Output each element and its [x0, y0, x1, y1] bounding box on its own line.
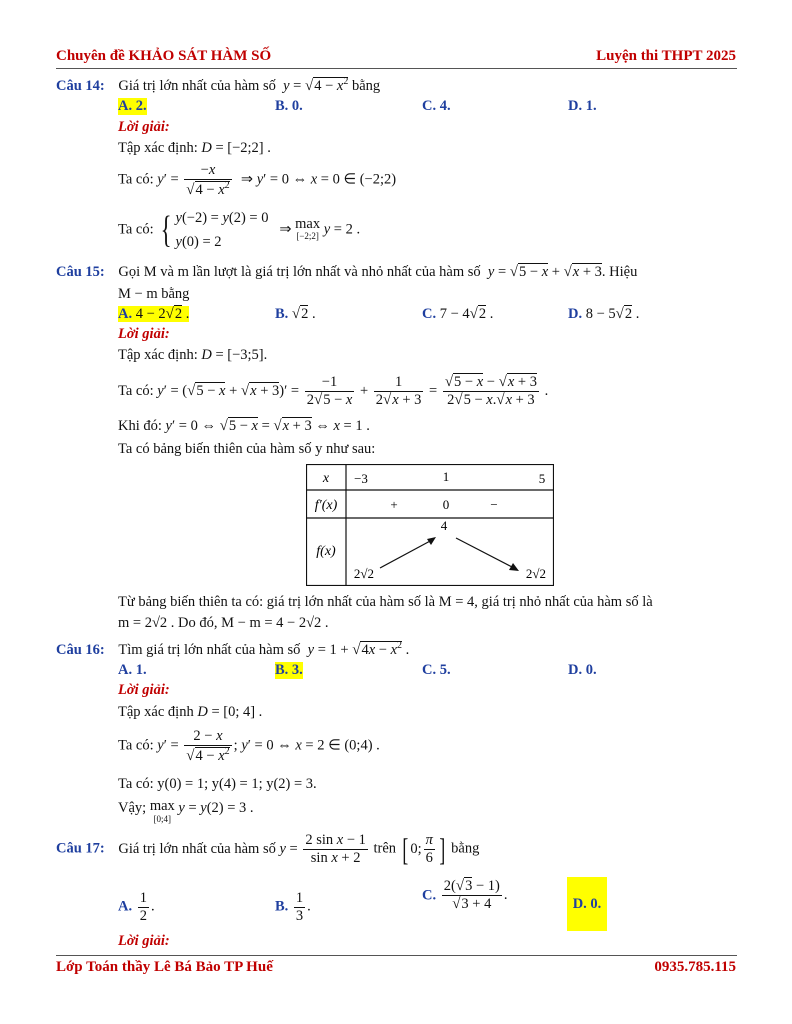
q15-conclusion-2: m = 2√2 . Do đó, M − m = 4 − 2√2 .: [118, 615, 329, 631]
footer-right: 0935.785.115: [654, 959, 736, 975]
q17-solution-label: Lời giải:: [118, 933, 170, 949]
q17-label: Câu 17:: [56, 840, 105, 857]
q17-option-b: B. $\frac{1}{3}$ .: [275, 890, 311, 924]
q15-conclusion-1: Từ bảng biến thiên ta có: giá trị lớn nhất của hàm số là M = 4, giá trị nhỏ nhất của hàm số là: [118, 594, 653, 610]
q16-stem: Tìm giá trị lớn nhất của hàm số: [118, 641, 301, 658]
q14-values-system: Ta có: { y(−2) = y(2) = 0 y(0) = 2 ⇒ max [−2;2] y = 2 .: [118, 209, 361, 251]
x-value-1: −3: [354, 471, 368, 486]
x-value-2: 1: [442, 469, 450, 484]
footer-rule: [56, 955, 737, 956]
q17-stem-line: Câu 17: Giá trị lớn nhất của hàm số y = $\frac{\text{2 sin x − 1}}{\text{sin x + 2}}$ trên [ 0; $\frac{\pi}{6}$ ] bằng: [56, 831, 480, 868]
q14-solution-label: Lời giải:: [118, 119, 170, 135]
q16-solution-label: Lời giải:: [118, 682, 170, 698]
q16-stem-line: [56, 640, 409, 659]
q15-label: Câu 15:: [56, 264, 105, 280]
q16-option-c: C. 5.: [422, 662, 451, 678]
q16-option-b: B. 3.: [275, 662, 303, 678]
q16-label: Câu 16:: [56, 641, 105, 658]
variation-table: [306, 464, 554, 586]
q17-formula: y = $\frac{\text{2 sin x − 1}}{\text{sin x + 2}}$: [279, 832, 366, 866]
q15-option-d: D. 8 − 5√2 .: [568, 306, 640, 322]
q17-interval: [ 0; $\frac{\pi}{6}$ ]: [402, 831, 446, 868]
q15-option-c: C. 7 − 4√2 .: [422, 306, 494, 322]
arrow-up: [380, 540, 432, 568]
q16-option-a: A. 1.: [118, 662, 147, 678]
header-left: Chuyên đề KHẢO SÁT HÀM SỐ: [56, 48, 272, 64]
q15-formula: y = √5 − x + √x + 3: [487, 264, 602, 280]
f-value-left: 2√2: [353, 566, 375, 581]
f-value-max: 4: [440, 518, 448, 533]
q15-domain: Tập xác định: D = [−3;5].: [118, 347, 268, 363]
q15-derivative: Ta có: y′ = (√5 − x + √x + 3)′ = $\frac{-1}{2√5 - x}$ + $\frac{1}{2√x + 3}$ = $\frac{√5 - x - √x + 3}{2√5 - x.√x + 3}$ .: [118, 374, 549, 409]
header-rule: [56, 68, 737, 69]
arrow-down: [456, 538, 514, 568]
q15-stem: Gọi M và m lần lượt là giá trị lớn nhất và nhỏ nhất của hàm số: [118, 264, 481, 280]
q16-domain: Tập xác định D = [0; 4] .: [118, 704, 263, 720]
q15-table-intro: Ta có bảng biến thiên của hàm số y như sau:: [118, 441, 376, 457]
q14-option-c: C. 4.: [422, 98, 451, 114]
footer-left: Lớp Toán thầy Lê Bá Bảo TP Huế: [56, 959, 273, 975]
q15-tail: . Hiệu: [601, 264, 638, 280]
q15-critical: Khi đó: y′ = 0 ⇔ √5 − x = √x + 3 ⇔ x = 1 .: [118, 418, 370, 434]
q16-option-d: D. 0.: [568, 662, 597, 678]
q15-stem-line: [56, 264, 637, 281]
fp-zero: 0: [442, 497, 450, 512]
q14-tail: bằng: [351, 77, 381, 94]
q14-formula: $y = √4 - x^2$: [283, 76, 349, 94]
arrow-down-head: [509, 563, 519, 571]
q16-values: Ta có: y(0) = 1; y(4) = 1; y(2) = 3.: [118, 776, 317, 792]
q14-label: Câu 14:: [56, 77, 105, 94]
q14-stem: Giá trị lớn nhất của hàm số: [118, 77, 276, 94]
arrow-up-head: [427, 537, 436, 545]
q17-stem: Giá trị lớn nhất của hàm số: [118, 840, 276, 857]
fp-label: f′(x): [314, 498, 338, 513]
q16-formula: $y = 1 + √4x - x^2$ .: [307, 640, 410, 658]
q15-option-a: A. 4 − 2√2 .: [118, 306, 190, 322]
q14-option-d: D. 1.: [568, 98, 597, 114]
q15-option-b: B. √2 .: [275, 306, 316, 322]
f-value-right: 2√2: [525, 566, 547, 581]
f-label: f(x): [316, 544, 336, 559]
x-label: x: [322, 471, 330, 486]
q17-option-a: A. $\frac{1}{2}$ .: [118, 890, 155, 924]
q15-solution-label: Lời giải:: [118, 326, 170, 342]
q14-domain: Tập xác định: D = [−2;2] .: [118, 140, 271, 156]
q15-stem2: M − m bằng: [118, 286, 190, 302]
q14-option-b: B. 0.: [275, 98, 303, 114]
q17-option-d: D. 0.: [567, 877, 607, 931]
fp-sign-2: −: [490, 497, 498, 512]
fp-sign-1: +: [390, 497, 398, 512]
q16-conclusion: Vậy; max [0;4] y = y(2) = 3 .: [118, 798, 254, 824]
q14-option-a: A. 2.: [118, 98, 147, 114]
q17-option-c: C. $\frac{2(√3 - 1)}{√3 + 4}$ .: [422, 878, 508, 913]
x-value-3: 5: [538, 471, 546, 486]
q14-derivative: Ta có: y′ = $\frac{-x}{√4 - x^2}$ ⇒ y′ = 0 ⇔ x = 0 ∈ (−2;2): [118, 162, 397, 198]
q14-stem-line: [56, 76, 380, 95]
q16-derivative: Ta có: y′ = $\frac{2 - x}{√4 - x^2}$ ; y′ = 0 ⇔ x = 2 ∈ (0;4) .: [118, 728, 380, 764]
table-border: [307, 465, 554, 586]
header-right: Luyện thi THPT 2025: [596, 48, 736, 64]
